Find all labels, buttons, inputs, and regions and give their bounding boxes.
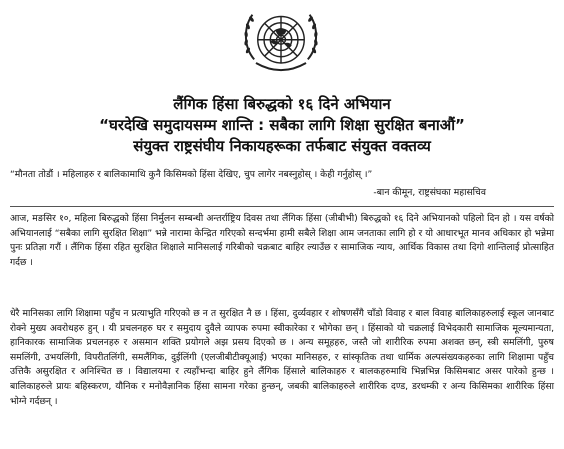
joint-statement-heading: संयुक्त राष्ट्रसंघीय निकायहरूका तर्फबाट संयुक्त वक्तव्य	[133, 137, 431, 155]
body-paragraph-1: आज, मङसिर १०, महिला बिरुद्धको हिंसा निर्मुलन सम्बन्धी अन्तर्राष्ट्रिय दिवस तथा लैंगिक हिंसा (जीबीभी) बिरुद्धको १६ दिने अभियानको पहिलो दिन हो । यस वर्षको अभियानलाई “सबैका लागि सुरक्षित शिक्षा” भन्ने नारामा केन्द्रित गरिएको सन्दर्भमा हामी सबैले शिक्षा आम जनताका लागि हो र यो आधारभूत मानव अधिकार हो भन्नेमा पुनः प्रतिज्ञा गरौं । लैंगिक हिंसा रहित सुरक्षित शिक्षाले मानिसलाई गरिबीको चक्रबाट बाहिर ल्याउँछ र सामाजिक न्याय, आर्थिक विकास तथा दिगो शान्तिलाई प्रोत्साहित गर्दछ ।	[10, 213, 554, 268]
un-emblem-icon	[236, 4, 326, 88]
quote-attribution: -बान कीमून, राष्ट्रसंघका महासचिव	[373, 187, 486, 198]
opening-quote: “मौनता तोडौं । महिलाहरु र बालिकामाथि कुनै किसिमको हिंसा देखिए, चुप लागेर नबस्नुहोस् । केही गर्नुहोस् ।”	[10, 169, 373, 180]
body-paragraph-2: धेरै मानिसका लागि शिक्षामा पहुँच न प्रत्याभुति गरिएको छ न त सुरक्षित नै छ । हिंसा, दुर्व्यवहार र शोषणसँगै चाँडो विवाह र बाल विवाह बालिकाहरुलाई स्कूल जानबाट रोक्ने मुख्य अवरोधहरु हुन् । यी प्रचलनहरु घर र समुदाय दुवैले व्यापक रुपमा स्वीकारेका र भोगेका छन् । हिंसाको यो चक्रलाई विभेदकारी सामाजिक मूल्यमान्यता, हानिकारक सामाजिक प्रचलनहरु र असमान शक्ति प्रयोगले अझ प्रसय दिएको छ । अन्य समूहहरु, जस्तै जो शारीरिक रुपमा अशक्त छन्, स्त्री समलिंगी, पुरुष समलिंगी, उभयलिंगी, विपरीतलिंगी, समलैंगिक, दुईलिंगी (एलजीबीटीक्यूआई) भएका मानिसहरु, र सांस्कृतिक तथा धार्मिक अल्पसंख्यकहरुका लागि शिक्षामा पहुँच उत्तिकै असुरक्षित र अनिश्चित छ । विद्यालयमा र त्यहाँभन्दा बाहिर हुने लैंगिक हिंसाले बालिकाहरु र बालकहरुमाथि भिन्नभिन्न किसिमबाट असर पारेको हुन्छ । बालिकाहरुले प्रायः बहिस्करण, यौनिक र मनोवैज्ञानिक हिंसा सामना गरेका हुन्छन्, जबकी बालिकाहरुले शारीरिक दण्ड, डरधम्की र अन्य किसिमका शारीरिक हिंसा भोग्ने गर्दछन् ।	[10, 308, 554, 407]
campaign-title: लैंगिक हिंसा बिरुद्धको १६ दिने अभियान	[173, 95, 391, 113]
campaign-slogan: “घरदेखि समुदायसम्म शान्ति : सबैका लागि शिक्षा सुरक्षित बनाऔं”	[99, 116, 465, 134]
divider	[10, 206, 554, 207]
statement-title-block	[0, 94, 564, 157]
